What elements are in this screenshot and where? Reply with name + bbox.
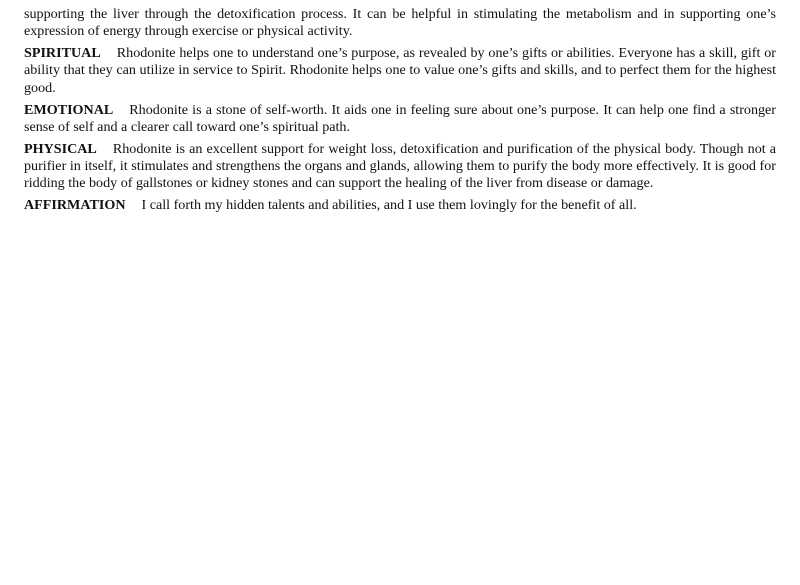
section-emotional <box>24 102 776 137</box>
intro-paragraph: supporting the liver through the detoxification process. It can be helpful in stimulating the metabolism and in supporting one’s expression of energy through exercise or physical activity. <box>24 6 776 40</box>
section-heading-emotional: EMOTIONAL <box>24 101 114 118</box>
document-body <box>24 6 776 219</box>
section-affirmation <box>24 197 776 214</box>
section-heading-affirmation: AFFIRMATION <box>24 197 126 214</box>
section-physical <box>24 141 776 193</box>
section-text-physical: Rhodonite is an excellent support for weight loss, detoxification and purification of the physical body. Though not a purifier in itself, it stimulates and strengthens the organs and glands, allowing them to purify the body more effectively. It is good for ridding the body of gallstones or kidney stones and can support the healing of the liver from disease or damage. <box>24 140 776 192</box>
section-heading-spiritual: SPIRITUAL <box>24 45 101 62</box>
section-text-emotional: Rhodonite is a stone of self-worth. It aids one in feeling sure about one’s purpose. It can help one find a stronger sense of self and a clearer call toward one’s spiritual path. <box>24 101 776 135</box>
section-text-spiritual: Rhodonite helps one to understand one’s purpose, as revealed by one’s gifts or abilities. Everyone has a skill, gift or ability that they can utilize in service to Spirit. Rhodonite helps one to value one’s gifts and skills, and to perfect them for the highest good. <box>24 45 776 96</box>
section-text-affirmation: I call forth my hidden talents and abilities, and I use them lovingly for the benefit of all. <box>141 197 637 214</box>
section-heading-physical: PHYSICAL <box>24 140 97 157</box>
section-spiritual <box>24 45 776 97</box>
